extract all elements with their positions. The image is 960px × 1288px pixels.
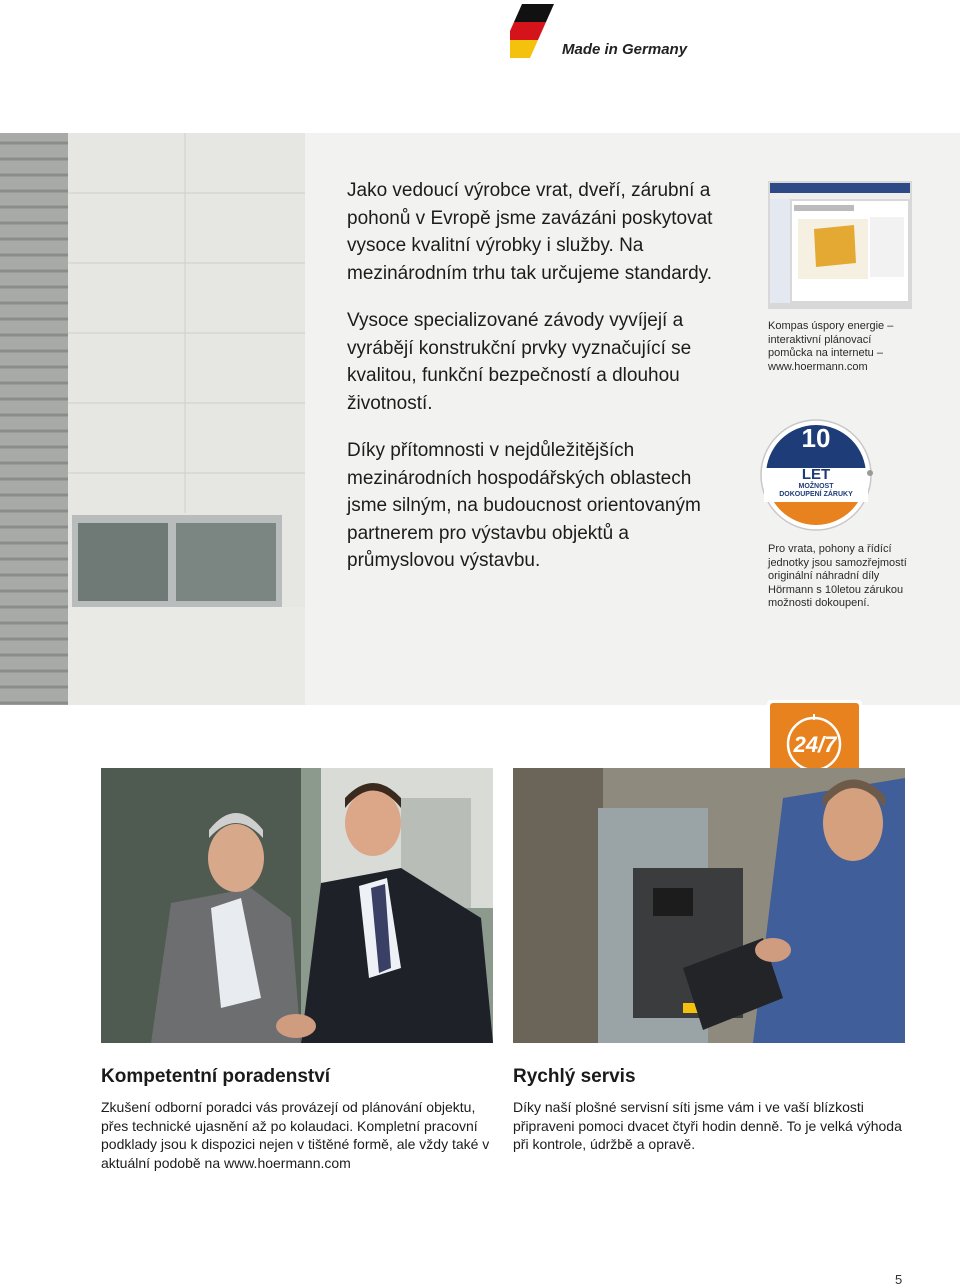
intro-paragraph-2: Vysoce specializované závody vyvíjejí a vyrábějí konstrukční prvky vyznačující se kvalitou, funkční bezpečností a dlouhou životností.	[347, 310, 692, 414]
badge-unit: LET	[801, 466, 831, 483]
section-text-consulting: Zkušení odborní poradci vás provázejí od plánování objektu, přes technické ujasnění až po kolaudaci. Kompletní pracovní podklady jsou k dispozici nejen v tištěné formě, ale vždy také v aktuální podobě na www.hoermann.com	[101, 1099, 490, 1171]
badge-line-2: DOKOUPENÍ ZÁRUKY	[779, 491, 853, 498]
badge-line-1: MOŽNOST	[798, 483, 834, 490]
page-number: 5	[895, 1272, 903, 1287]
energy-compass-screenshot	[768, 181, 912, 309]
intro-text	[347, 177, 727, 595]
made-in-germany-label: Made in Germany	[562, 41, 688, 58]
building-facade-image	[0, 133, 305, 705]
consultants-handshake-photo	[101, 768, 493, 1043]
section-title-consulting: Kompetentní poradenství	[101, 1066, 331, 1087]
warranty-caption: Pro vrata, pohony a řídící jednotky jsou samozřejmostí originální náhradní díly Hörmann s 10letou zárukou možnosti dokoupení.	[768, 543, 907, 609]
compass-caption: Kompas úspory energie – interaktivní plánovací pomůcka na internetu – www.hoermann.com	[768, 320, 894, 373]
section-title-service: Rychlý servis	[513, 1066, 636, 1087]
german-flag-icon	[510, 4, 554, 58]
intro-paragraph-3: Díky přítomnosti v nejdůležitějších mezinárodních hospodářských oblastech jsme silným, na budoucnost orientovaným partnerem pro výstavbu objektů a průmyslovou výstavbu.	[347, 440, 701, 571]
badge-number: 10	[801, 423, 831, 453]
section-text-service: Díky naší plošné servisní síti jsme vám i ve vaší blízkosti připraveni pomoci dvacet čtyři hodin denně. To je velká výhoda při kontrole, údržbě a opravě.	[513, 1099, 902, 1152]
intro-paragraph-1: Jako vedoucí výrobce vrat, dveří, zárubní a pohonů v Evropě jsme zavázáni poskytovat vysoce kvalitní výrobky i služby. Na mezinárodním trhu tak určujeme standardy.	[347, 180, 713, 284]
service-technician-photo	[513, 768, 905, 1043]
service-hours: 24/7	[793, 732, 837, 757]
